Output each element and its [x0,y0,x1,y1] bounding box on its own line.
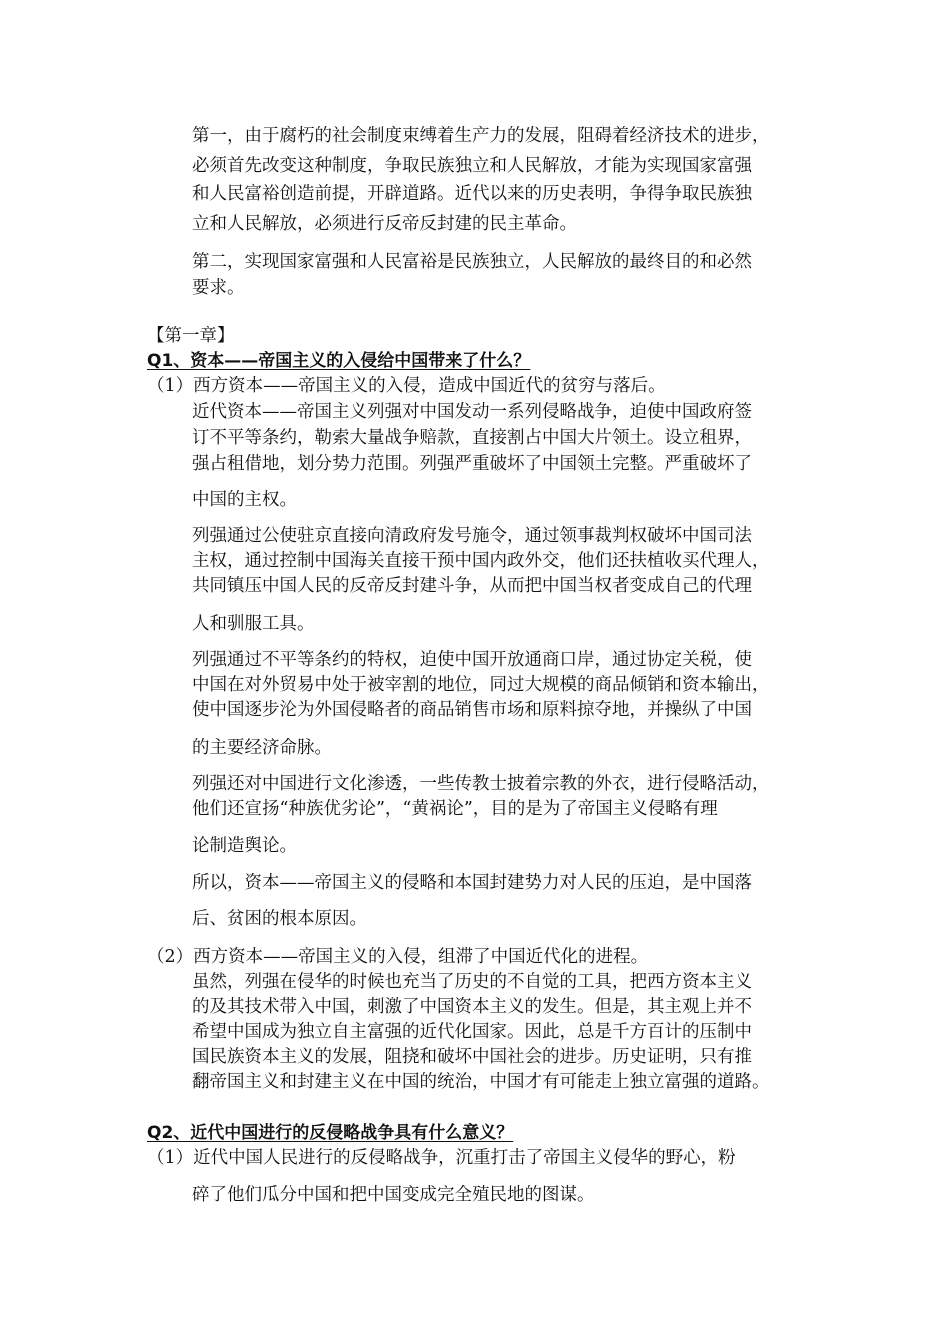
q1-para-f-line-1: 虽然，列强在侵华的时候也充当了历史的不自觉的工具，把西方资本主义 [192,972,752,992]
q1-para-a-line-3: 强占租借地，划分势力范围。列强严重破坏了中国领土完整。严重破坏了 [192,454,752,474]
q1-para-c-line-4: 的主要经济命脉。 [192,738,332,758]
q1-para-c-line-3: 使中国逐步沦为外国侵略者的商品销售市场和原料掠夺地，并操纵了中国 [192,700,752,720]
intro-p2-line-1: 第二，实现国家富强和人民富裕是民族独立，人民解放的最终目的和必然 [192,252,752,272]
q1-para-b-line-2: 主权，通过控制中国海关直接干预中国内政外交，他们还扶植收买代理人， [192,551,770,571]
q1-para-b-line-1: 列强通过公使驻京直接向清政府发号施令，通过领事裁判权破坏中国司法 [192,526,752,546]
intro-p1-line-2: 必须首先改变这种制度，争取民族独立和人民解放，才能为实现国家富强 [192,156,752,176]
q1-para-a-line-4: 中国的主权。 [192,490,297,510]
intro-p2-line-2: 要求。 [192,278,245,298]
q1-para-c-line-1: 列强通过不平等条约的特权，迫使中国开放通商口岸，通过协定关税，使 [192,650,752,670]
q1-para-a-line-1: 近代资本——帝国主义列强对中国发动一系列侵略战争，迫使中国政府签 [192,402,752,422]
q1-title: Q1、资本——帝国主义的入侵给中国带来了什么？ [147,351,531,371]
q1-para-e-line-1: 所以，资本——帝国主义的侵略和本国封建势力对人民的压迫，是中国落 [192,873,752,893]
q1-para-d-line-3: 论制造舆论。 [192,836,297,856]
q1-para-f-line-3: 希望中国成为独立自主富强的近代化国家。因此，总是千方百计的压制中 [192,1022,752,1042]
q1-para-b-line-4: 人和驯服工具。 [192,614,315,634]
q2-heading [147,1121,535,1145]
intro-p1-line-3: 和人民富裕创造前提，开辟道路。近代以来的历史表明，争得争取民族独 [192,184,752,204]
intro-p1-line-1: 第一，由于腐朽的社会制度束缚着生产力的发展，阻碍着经济技术的进步， [192,126,770,146]
q1-para-a-line-2: 订不平等条约，勒索大量战争赔款，直接割占中国大片领土。设立租界， [192,428,752,448]
q1-para-c-line-2: 中国在对外贸易中处于被宰割的地位，同过大规模的商品倾销和资本输出， [192,675,770,695]
q1-para-d-line-2: 他们还宣扬“种族优劣论”，“黄祸论”，目的是为了帝国主义侵略有理 [192,799,718,819]
intro-p1-line-4: 立和人民解放，必须进行反帝反封建的民主革命。 [192,214,577,234]
q1-heading [147,349,552,373]
q1-para-f-line-2: 的及其技术带入中国，刺激了中国资本主义的发生。但是，其主观上并不 [192,997,752,1017]
q1-para-f-line-4: 国民族资本主义的发展，阻挠和破坏中国社会的进步。历史证明，只有推 [192,1047,752,1067]
q1-para-d-line-1: 列强还对中国进行文化渗透，一些传教士披着宗教的外衣，进行侵略活动， [192,774,770,794]
q2-point1-line-2: 碎了他们瓜分中国和把中国变成完全殖民地的图谋。 [192,1185,595,1205]
q1-point1-label: （1）西方资本——帝国主义的入侵，造成中国近代的贫穷与落后。 [147,376,666,396]
q2-title: Q2、近代中国进行的反侵略战争具有什么意义？ [147,1123,514,1143]
q1-para-e-line-2: 后、贫困的根本原因。 [192,909,367,929]
q2-point1-line-1: （1）近代中国人民进行的反侵略战争，沉重打击了帝国主义侵华的野心，粉 [147,1148,736,1168]
q1-para-f-line-5: 翻帝国主义和封建主义在中国的统治，中国才有可能走上独立富强的道路。 [192,1072,770,1092]
q1-point2-label: （2）西方资本——帝国主义的入侵，组滞了中国近代化的进程。 [147,947,649,967]
chapter-label: 【第一章】 [147,326,235,346]
q1-para-b-line-3: 共同镇压中国人民的反帝反封建斗争，从而把中国当权者变成自己的代理 [192,576,752,596]
